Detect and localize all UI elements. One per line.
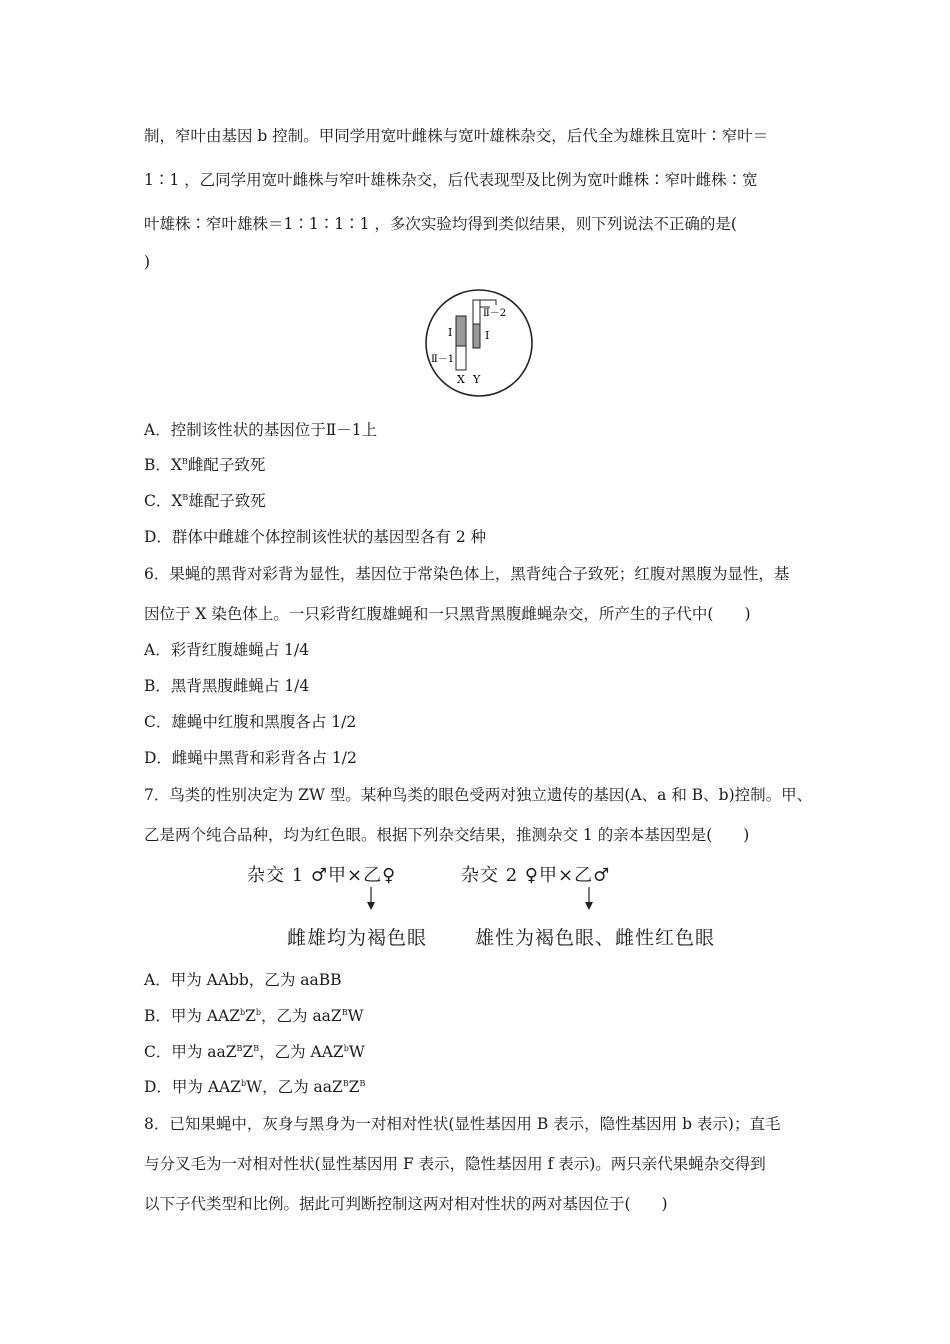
q5-option-c: C．$X^B$雄配子致死 bbox=[144, 492, 266, 510]
x-homologous-segment bbox=[456, 316, 466, 346]
x-specific-segment bbox=[456, 346, 466, 370]
sex-chromosome-diagram bbox=[424, 288, 534, 398]
label-ii2: Ⅱ－2 bbox=[483, 308, 507, 319]
label-ii1: Ⅱ－1 bbox=[431, 354, 455, 365]
y-homologous-segment bbox=[473, 324, 480, 348]
q7-option-c: C．甲为 $aaZ^BZ^B$，乙为 AAZ$^b$W bbox=[144, 1043, 365, 1061]
q5-stem-line-4: ) bbox=[144, 253, 151, 271]
q6-option-d: D．雌蝇中黑背和彩背各占 1/2 bbox=[144, 749, 357, 767]
cross2-label: 杂交 2 ♀甲×乙♂ bbox=[461, 865, 611, 886]
q6-stem-line-2: 因位于 X 染色体上。一只彩背红腹雄蝇和一只黑背黑腹雌蝇杂交，所产生的子代中( ) bbox=[144, 605, 751, 623]
cross-result-figure bbox=[225, 855, 725, 955]
q5-stem-line-3: 叶雄株∶窄叶雄株＝1∶1∶1∶1 ，多次实验均得到类似结果，则下列说法不正确的是( bbox=[144, 215, 737, 233]
q5-option-b: B．$X^B$雌配子致死 bbox=[144, 456, 266, 474]
q6-option-c: C．雄蝇中红腹和黑腹各占 1/2 bbox=[144, 713, 357, 731]
cross1-arrow-icon bbox=[365, 887, 377, 911]
q5-option-d: D．群体中雌雄个体控制该性状的基因型各有 2 种 bbox=[144, 528, 487, 546]
q7-stem-line-2: 乙是两个纯合品种，均为红色眼。根据下列杂交结果，推测杂交 1 的亲本基因型是( ) bbox=[144, 826, 750, 844]
ii2-bracket bbox=[480, 300, 496, 305]
q7-option-a: A．甲为 AAbb，乙为 aaBB bbox=[144, 971, 342, 989]
q7-option-d: D．甲为 AAZ$^b$W，乙为 $aaZ^BZ^B$ bbox=[144, 1078, 366, 1096]
q6-stem-line-1: 6．果蝇的黑背对彩背为显性，基因位于常染色体上，黑背纯合子致死；红腹对黑腹为显性，基 bbox=[144, 565, 790, 583]
q8-stem-line-1: 8．已知果蝇中，灰身与黑身为一对相对性状(显性基因用 B 表示，隐性基因用 b 表示)；直毛 bbox=[144, 1115, 781, 1133]
cross2-arrow-icon bbox=[583, 887, 595, 911]
q5-stem-line-1: 制，窄叶由基因 b 控制。甲同学用宽叶雌株与宽叶雄株杂交，后代全为雄株且宽叶∶窄叶＝ bbox=[144, 127, 769, 145]
label-i-right: Ⅰ bbox=[485, 329, 490, 342]
q8-stem-line-3: 以下子代类型和比例。据此可判断控制这两对相对性状的两对基因位于( ) bbox=[144, 1195, 668, 1213]
q5-stem-line-2: 1∶1 ，乙同学用宽叶雌株与窄叶雄株杂交，后代表现型及比例为宽叶雌株∶窄叶雌株∶宽 bbox=[144, 171, 758, 189]
label-i-left: Ⅰ bbox=[448, 326, 453, 339]
q6-option-a: A．彩背红腹雄蝇占 1/4 bbox=[144, 641, 310, 659]
label-y: Y bbox=[473, 373, 481, 386]
cross1-result: 雌雄均为褐色眼 bbox=[287, 927, 428, 949]
q7-option-b: B．甲为 $AAZ^bZ^b$，乙为 aaZ$^B$W bbox=[144, 1007, 364, 1025]
q5-option-a: A．控制该性状的基因位于Ⅱ－1上 bbox=[144, 421, 378, 439]
y-specific-segment bbox=[473, 300, 480, 324]
label-x: X bbox=[457, 373, 465, 386]
cross1-label: 杂交 1 ♂甲×乙♀ bbox=[247, 865, 397, 886]
q8-stem-line-2: 与分叉毛为一对相对性状(显性基因用 F 表示，隐性基因用 f 表示)。两只亲代果蝇杂交得到 bbox=[144, 1155, 766, 1173]
q6-option-b: B．黑背黑腹雌蝇占 1/4 bbox=[144, 677, 310, 695]
q7-stem-line-1: 7．鸟类的性别决定为 ZW 型。某种鸟类的眼色受两对独立遗传的基因(A、a 和 B、b)控制。甲、 bbox=[144, 786, 813, 804]
cross2-result: 雄性为褐色眼、雌性红色眼 bbox=[475, 927, 716, 949]
